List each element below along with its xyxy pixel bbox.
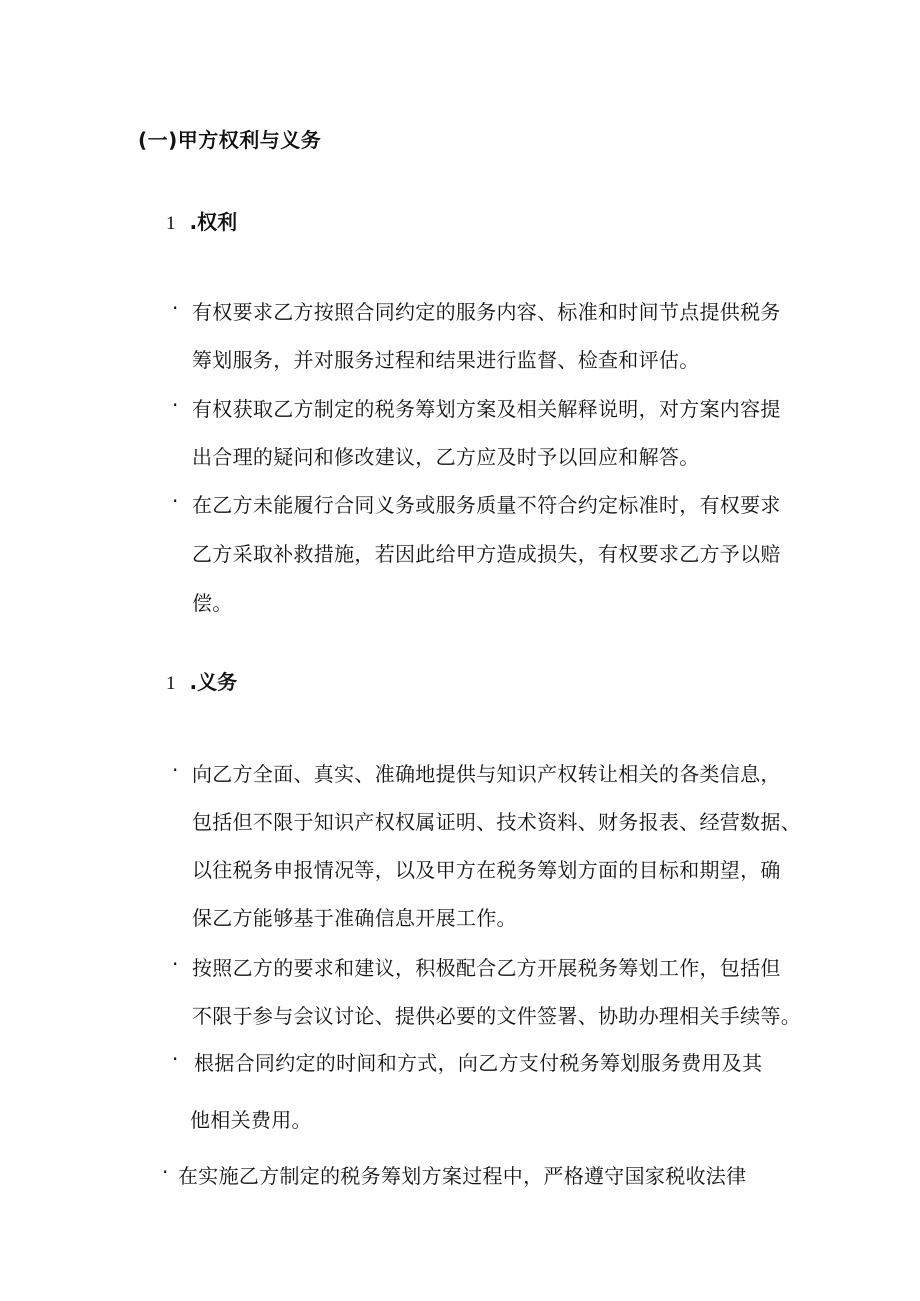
rights-item-3-line-2: 乙方采取补救措施，若因此给甲方造成损失，有权要求乙方予以赔	[192, 542, 781, 566]
obligations-item-1-line-4: 保乙方能够基于准确信息开展工作。	[192, 906, 517, 930]
obligations-item-4-bullet: ·	[162, 1160, 169, 1184]
obligations-item-1-line-2: 包括但不限于知识产权权属证明、技术资料、财务报表、经营数据、	[192, 810, 801, 834]
obligations-item-1-line-1: 向乙方全面、真实、准确地提供与知识产权转让相关的各类信息，	[192, 762, 781, 786]
obligations-item-2-bullet: ·	[172, 952, 179, 976]
obligations-item-3-line-1: 根据合同约定的时间和方式，向乙方支付税务筹划服务费用及其	[194, 1051, 763, 1075]
rights-item-2-bullet: ·	[172, 393, 179, 417]
obligations-item-3-line-2: 他相关费用。	[190, 1108, 312, 1132]
rights-item-3-line-3: 偿。	[192, 591, 233, 615]
rights-item-3-bullet: ·	[172, 489, 179, 513]
obligations-item-3-bullet: ·	[172, 1047, 179, 1071]
rights-item-1-line-2: 筹划服务，并对服务过程和结果进行监督、检查和评估。	[192, 348, 700, 372]
rights-item-1-bullet: ·	[172, 296, 179, 320]
rights-item-2-line-2: 出合理的疑问和修改建议，乙方应及时予以回应和解答。	[192, 445, 700, 469]
obligations-item-1-bullet: ·	[172, 758, 179, 782]
rights-item-1-line-1: 有权要求乙方按照合同约定的服务内容、标准和时间节点提供税务	[192, 300, 781, 324]
obligations-item-2-line-2: 不限于参与会议讨论、提供必要的文件签署、协助办理相关手续等。	[192, 1004, 801, 1028]
rights-number: 1	[166, 213, 176, 234]
section-title: (一)甲方权利与义务	[138, 128, 322, 152]
rights-item-2-line-1: 有权获取乙方制定的税务筹划方案及相关解释说明，对方案内容提	[192, 397, 781, 421]
obligations-title: .义务	[189, 670, 238, 694]
obligations-number: 1	[166, 673, 176, 694]
obligations-item-4-line-1: 在实施乙方制定的税务筹划方案过程中，严格遵守国家税收法律	[178, 1164, 747, 1188]
rights-heading	[166, 206, 237, 235]
obligations-item-2-line-1: 按照乙方的要求和建议，积极配合乙方开展税务筹划工作，包括但	[192, 956, 781, 980]
obligations-heading	[166, 666, 237, 695]
obligations-item-1-line-3: 以往税务申报情况等，以及甲方在税务筹划方面的目标和期望，确	[192, 858, 781, 882]
rights-title: .权利	[189, 210, 238, 234]
rights-item-3-line-1: 在乙方未能履行合同义务或服务质量不符合约定标准时，有权要求	[192, 493, 781, 517]
